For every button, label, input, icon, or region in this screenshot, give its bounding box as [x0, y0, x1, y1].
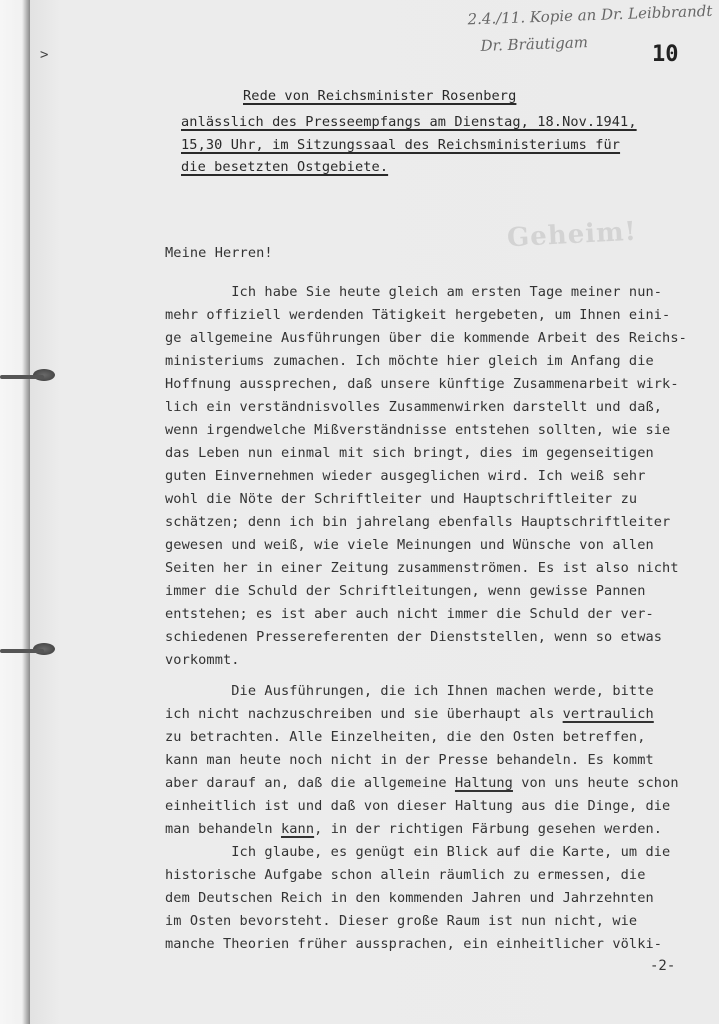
emphasis-vertraulich: vertraulich — [562, 706, 654, 722]
body-line: das Leben nun einmal mit sich bringt, dies im gegenseitigen — [165, 445, 654, 461]
body-line: wohl die Nöte der Schriftleiter und Hauptschriftleiter zu — [165, 491, 638, 507]
body-line: kann man heute noch nicht in der Presse behandeln. Es kommt — [165, 752, 654, 768]
page-binding-edge — [0, 0, 30, 1024]
title-line: anlässlich des Presseempfangs am Dienstag, 18.Nov.1941, — [181, 114, 637, 130]
body-line: Seiten her in einer Zeitung zusammenströmen. Es ist also nicht — [165, 560, 679, 576]
body-line: einheitlich ist und daß von dieser Haltung aus die Dinge, die — [165, 798, 671, 814]
body-line: manche Theorien früher aussprachen, ein einheitlicher völki- — [165, 936, 663, 952]
margin-mark: > — [40, 47, 49, 63]
body-line: lich ein verständnisvolles Zusammenwirken darstellt und daß, — [165, 399, 663, 415]
emphasis-haltung: Haltung — [454, 775, 513, 791]
body-line: entstehen; es ist aber auch nicht immer die Schuld der ver- — [165, 606, 654, 622]
body-line: mehr offiziell werdenden Tätigkeit hergebeten, um Ihnen eini- — [165, 307, 671, 323]
body-line: ge allgemeine Ausführungen über die kommende Arbeit des Reichs- — [165, 330, 687, 346]
body-line — [165, 775, 679, 791]
body-text: man behandeln — [165, 821, 281, 837]
page-number: 10 — [652, 42, 679, 67]
handwritten-note — [467, 0, 719, 60]
secret-stamp: Geheim! — [506, 216, 638, 254]
body-line: ministeriums zumachen. Ich möchte hier gleich im Anfang die — [165, 353, 654, 369]
body-line: zu betrachten. Alle Einzelheiten, die den Osten betreffen, — [165, 729, 646, 745]
body-line: schätzen; denn ich bin jahrelang ebenfalls Hauptschriftleiter — [165, 514, 671, 530]
body-text: von uns heute schon — [512, 775, 679, 791]
body-line — [165, 706, 654, 722]
title-line: 15,30 Uhr, im Sitzungssaal des Reichsministeriums für — [181, 137, 621, 153]
body-line: gewesen und weiß, wie viele Meinungen und Wünsche von allen — [165, 537, 654, 553]
body-line: im Osten bevorsteht. Dieser große Raum ist nun nicht, wie — [165, 913, 638, 929]
handwritten-note-line: Dr. Bräutigam — [480, 33, 589, 55]
body-line — [165, 821, 662, 837]
body-line: vorkommt. — [165, 652, 240, 668]
salutation: Meine Herren! — [165, 245, 273, 261]
title-line: Rede von Reichsminister Rosenberg — [243, 88, 517, 104]
binding-cord-top — [0, 375, 44, 379]
body-line: guten Einvernehmen wieder ausgeglichen wird. Ich weiß sehr — [165, 468, 646, 484]
body-line: dem Deutschen Reich in den kommenden Jahren und Jahrzehnten — [165, 890, 654, 906]
body-line: wenn irgendwelche Mißverständnisse entstehen sollten, wie sie — [165, 422, 671, 438]
body-line: Ich habe Sie heute gleich am ersten Tage meiner nun- — [165, 284, 663, 300]
body-text: ich nicht nachzuschreiben und sie überhaupt als — [165, 706, 563, 722]
binding-cord-bottom — [0, 649, 44, 653]
body-line: historische Aufgabe schon allein räumlich zu ermessen, die — [165, 867, 646, 883]
title-line: die besetzten Ostgebiete. — [181, 159, 389, 175]
handwritten-note-line: 2.4./11. Kopie an Dr. Leibbrandt — [467, 1, 713, 29]
emphasis-kann: kann — [280, 821, 315, 837]
continuation-page-marker: -2- — [650, 958, 676, 974]
body-line: Die Ausführungen, die ich Ihnen machen werde, bitte — [165, 683, 654, 699]
body-text: , in der richtigen Färbung gesehen werden. — [314, 821, 663, 837]
body-text: aber darauf an, daß die allgemeine — [165, 775, 455, 791]
body-line: immer die Schuld der Schriftleitungen, wenn gewisse Pannen — [165, 583, 646, 599]
body-line: Ich glaube, es genügt ein Blick auf die Karte, um die — [165, 844, 671, 860]
body-line: schiedenen Pressereferenten der Dienststellen, wenn so etwas — [165, 629, 663, 645]
body-line: Hoffnung aussprechen, daß unsere künftige Zusammenarbeit wirk- — [165, 376, 679, 392]
